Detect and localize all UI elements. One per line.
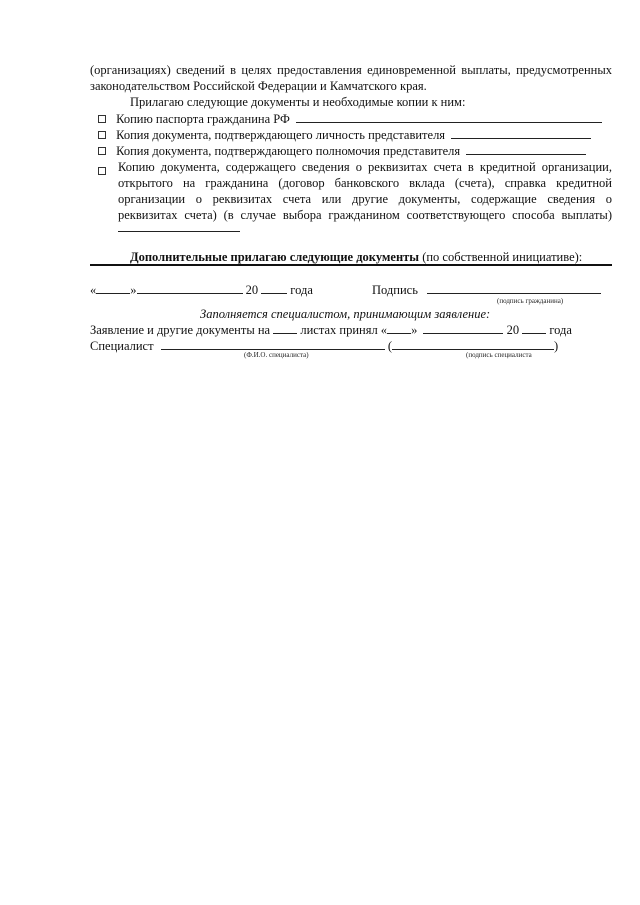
specialist-label: Специалист <box>90 339 154 353</box>
specialist-signature-caption: (подпись специалиста <box>466 351 532 359</box>
intro-line-2: законодательством Российской Федерации и Камчатского края. <box>90 79 427 93</box>
sheets-count-line[interactable] <box>273 322 297 334</box>
attachment-item-representative-id <box>98 127 591 143</box>
accepted-mid: листах принял « <box>300 323 388 337</box>
checkbox-bank-details-wrap <box>98 162 106 180</box>
quote-open: « <box>90 283 97 297</box>
bank-details-line-2: открытого на гражданина (договор банковского вклада (счета), справка кредитной <box>118 176 612 190</box>
specialist-heading: Заполняется специалистом, принимающим заявление: <box>200 307 491 321</box>
checkbox-authority[interactable] <box>98 147 106 155</box>
accepted-day-line[interactable] <box>387 322 411 334</box>
additional-documents-bold: Дополнительные прилагаю следующие документы <box>130 250 420 264</box>
checkbox-passport[interactable] <box>98 115 106 123</box>
bank-details-line-3: организации о реквизитах счета или другие документы, содержащие сведения о <box>118 192 612 206</box>
year-prefix: 20 <box>245 283 259 297</box>
passport-fill-line[interactable] <box>296 111 602 123</box>
citizen-date-row <box>90 282 313 298</box>
accepted-year-prefix: 20 <box>506 323 520 337</box>
year-suffix: года <box>290 283 313 297</box>
bank-details-line-4: реквизитах счета) (в случае выбора гражданином соответствующего способа выплаты) <box>118 208 612 222</box>
additional-documents-rule <box>90 264 612 266</box>
specialist-name-line[interactable] <box>161 338 385 350</box>
citizen-signature-line[interactable] <box>427 282 601 294</box>
specialist-signature-line[interactable] <box>392 338 554 350</box>
quote-close: » <box>130 283 137 297</box>
checkbox-representative-id[interactable] <box>98 131 106 139</box>
bank-details-line-1: Копию документа, содержащего сведения о реквизитах счета в кредитной организации, <box>118 160 612 174</box>
accepted-year-suffix: года <box>549 323 572 337</box>
accepted-prefix: Заявление и другие документы на <box>90 323 271 337</box>
paren-close: ) <box>553 339 559 353</box>
attachment-item-authority <box>98 143 586 159</box>
accepted-month-line[interactable] <box>423 322 503 334</box>
specialist-name-caption: (Ф.И.О. специалиста) <box>244 351 309 359</box>
accepted-row <box>90 322 572 338</box>
attachments-heading: Прилагаю следующие документы и необходимые копии к ним: <box>130 95 466 109</box>
paren-open: ( <box>387 339 392 353</box>
additional-documents-heading <box>130 249 582 265</box>
intro-line-1: (организациях) сведений в целях предоставления единовременной выплаты, предусмотренных <box>90 63 612 77</box>
authority-fill-line[interactable] <box>466 143 586 155</box>
bank-details-fill-line[interactable] <box>118 231 240 232</box>
attachment-label-representative-id: Копия документа, подтверждающего личность представителя <box>116 128 446 142</box>
additional-documents-rest: (по собственной инициативе): <box>419 250 583 264</box>
signature-label: Подпись <box>372 283 418 297</box>
day-fill-line[interactable] <box>96 282 130 294</box>
attachment-label-passport: Копию паспорта гражданина РФ <box>116 112 290 126</box>
checkbox-bank-details[interactable] <box>98 167 106 175</box>
citizen-signature-caption: (подпись гражданина) <box>497 297 564 305</box>
representative-id-fill-line[interactable] <box>451 127 591 139</box>
attachment-item-passport <box>98 111 602 127</box>
accepted-year-line[interactable] <box>522 322 546 334</box>
month-fill-line[interactable] <box>137 282 243 294</box>
attachment-label-authority: Копия документа, подтверждающего полномочия представителя <box>116 144 461 158</box>
year-fill-line[interactable] <box>261 282 287 294</box>
accepted-quote-close: » <box>411 323 418 337</box>
citizen-signature-row <box>372 282 601 298</box>
